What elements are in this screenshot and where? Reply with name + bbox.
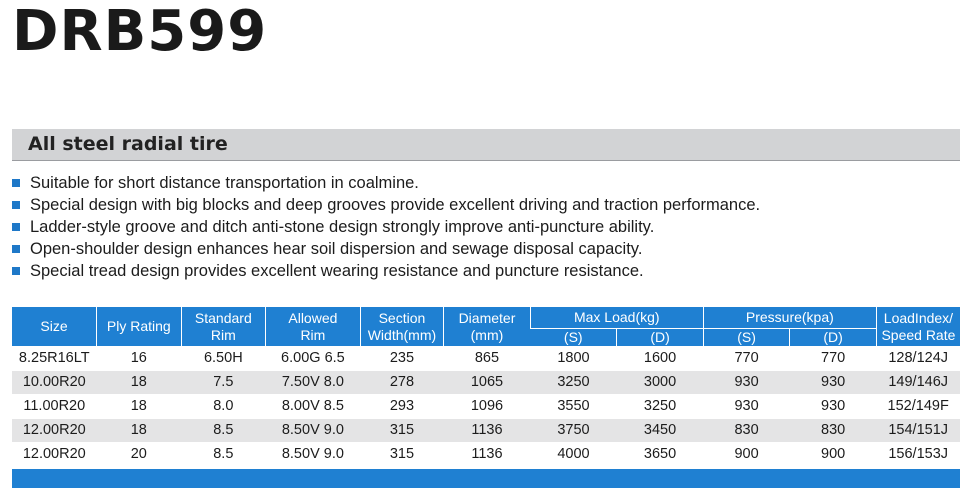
- feature-item: [12, 216, 960, 238]
- cell-diameter: 1136: [444, 442, 531, 466]
- header-line: Standard: [194, 309, 252, 326]
- cell-load-index: 149/146J: [876, 370, 960, 394]
- col-standard-rim: [181, 307, 266, 346]
- cell-pressure-s: 930: [703, 370, 790, 394]
- col-max-load-s: (S): [530, 328, 617, 346]
- feature-text: Special tread design provides excellent wearing resistance and puncture resistance.: [30, 262, 644, 280]
- header-line: Rim: [300, 326, 326, 343]
- feature-item: [12, 260, 960, 282]
- cell-section-width: 315: [360, 418, 444, 442]
- feature-item: [12, 172, 960, 194]
- header-line: Width(mm): [367, 326, 437, 343]
- cell-pressure-s: 830: [703, 418, 790, 442]
- cell-size: 8.25R16LT: [12, 346, 97, 370]
- cell-size: 10.00R20: [12, 370, 97, 394]
- cell-diameter: 865: [444, 346, 531, 370]
- square-bullet-icon: [12, 267, 20, 275]
- cell-allowed-rim: 8.50V 9.0: [266, 442, 361, 466]
- cell-pressure-s: 900: [703, 442, 790, 466]
- cell-pressure-d: 830: [790, 418, 877, 442]
- cell-size: 12.00R20: [12, 418, 97, 442]
- category-bar: [12, 129, 960, 161]
- table-row: [12, 394, 960, 418]
- cell-pressure-d: 900: [790, 442, 877, 466]
- header-line: Rim: [210, 326, 236, 343]
- cell-allowed-rim: 6.00G 6.5: [266, 346, 361, 370]
- col-section-width: [360, 307, 444, 346]
- cell-section-width: 315: [360, 442, 444, 466]
- cell-pressure-d: 930: [790, 370, 877, 394]
- col-max-load-d: (D): [617, 328, 704, 346]
- model-title: DRB599: [12, 0, 268, 64]
- cell-load-d: 1600: [617, 346, 704, 370]
- cell-load-d: 3650: [617, 442, 704, 466]
- cell-diameter: 1096: [444, 394, 531, 418]
- feature-item: [12, 238, 960, 260]
- cell-pressure-s: 930: [703, 394, 790, 418]
- cell-std-rim: 7.5: [181, 370, 266, 394]
- cell-load-s: 3250: [530, 370, 617, 394]
- footer-bar: [12, 469, 960, 488]
- cell-load-index: 128/124J: [876, 346, 960, 370]
- square-bullet-icon: [12, 223, 20, 231]
- header-line: Diameter: [458, 309, 516, 326]
- square-bullet-icon: [12, 201, 20, 209]
- cell-section-width: 278: [360, 370, 444, 394]
- header-line: Section: [378, 309, 426, 326]
- cell-allowed-rim: 8.50V 9.0: [266, 418, 361, 442]
- cell-allowed-rim: 8.00V 8.5: [266, 394, 361, 418]
- cell-ply: 18: [97, 394, 182, 418]
- header-line: LoadIndex/: [883, 309, 954, 326]
- cell-pressure-s: 770: [703, 346, 790, 370]
- cell-ply: 18: [97, 418, 182, 442]
- spec-table: [12, 307, 960, 467]
- cell-diameter: 1065: [444, 370, 531, 394]
- cell-load-d: 3250: [617, 394, 704, 418]
- table-row: [12, 346, 960, 370]
- feature-item: [12, 194, 960, 216]
- cell-ply: 20: [97, 442, 182, 466]
- header-line: (mm): [470, 326, 504, 343]
- feature-text: Ladder-style groove and ditch anti-stone design strongly improve anti-puncture ability.: [30, 218, 655, 236]
- cell-load-index: 156/153J: [876, 442, 960, 466]
- cell-load-s: 3550: [530, 394, 617, 418]
- cell-load-d: 3000: [617, 370, 704, 394]
- cell-std-rim: 6.50H: [181, 346, 266, 370]
- cell-load-s: 1800: [530, 346, 617, 370]
- cell-std-rim: 8.5: [181, 418, 266, 442]
- cell-load-s: 4000: [530, 442, 617, 466]
- header-line: Allowed: [288, 309, 338, 326]
- feature-list: [12, 172, 960, 282]
- cell-std-rim: 8.0: [181, 394, 266, 418]
- feature-text: Special design with big blocks and deep grooves provide excellent driving and traction performance.: [30, 196, 761, 214]
- col-pressure-d: (D): [790, 328, 877, 346]
- table-header-row: [12, 307, 960, 328]
- col-allowed-rim: [266, 307, 361, 346]
- table-row: [12, 418, 960, 442]
- cell-pressure-d: 770: [790, 346, 877, 370]
- cell-std-rim: 8.5: [181, 442, 266, 466]
- col-max-load: Max Load(kg): [530, 307, 703, 328]
- col-pressure-s: (S): [703, 328, 790, 346]
- cell-ply: 16: [97, 346, 182, 370]
- header-line: Speed Rate: [881, 326, 956, 343]
- cell-size: 12.00R20: [12, 442, 97, 466]
- cell-size: 11.00R20: [12, 394, 97, 418]
- feature-text: Open-shoulder design enhances hear soil dispersion and sewage disposal capacity.: [30, 240, 643, 258]
- cell-load-d: 3450: [617, 418, 704, 442]
- cell-load-index: 152/149F: [876, 394, 960, 418]
- cell-diameter: 1136: [444, 418, 531, 442]
- cell-allowed-rim: 7.50V 8.0: [266, 370, 361, 394]
- cell-pressure-d: 930: [790, 394, 877, 418]
- col-diameter: [444, 307, 531, 346]
- feature-text: Suitable for short distance transportation in coalmine.: [30, 174, 419, 192]
- cell-section-width: 235: [360, 346, 444, 370]
- col-ply-rating: Ply Rating: [97, 307, 182, 346]
- cell-load-index: 154/151J: [876, 418, 960, 442]
- square-bullet-icon: [12, 179, 20, 187]
- cell-section-width: 293: [360, 394, 444, 418]
- col-pressure: Pressure(kpa): [703, 307, 876, 328]
- col-size: Size: [12, 307, 97, 346]
- square-bullet-icon: [12, 245, 20, 253]
- table-row: [12, 370, 960, 394]
- cell-ply: 18: [97, 370, 182, 394]
- category-title: All steel radial tire: [28, 133, 228, 155]
- col-load-index: [876, 307, 960, 346]
- cell-load-s: 3750: [530, 418, 617, 442]
- table-row: [12, 442, 960, 466]
